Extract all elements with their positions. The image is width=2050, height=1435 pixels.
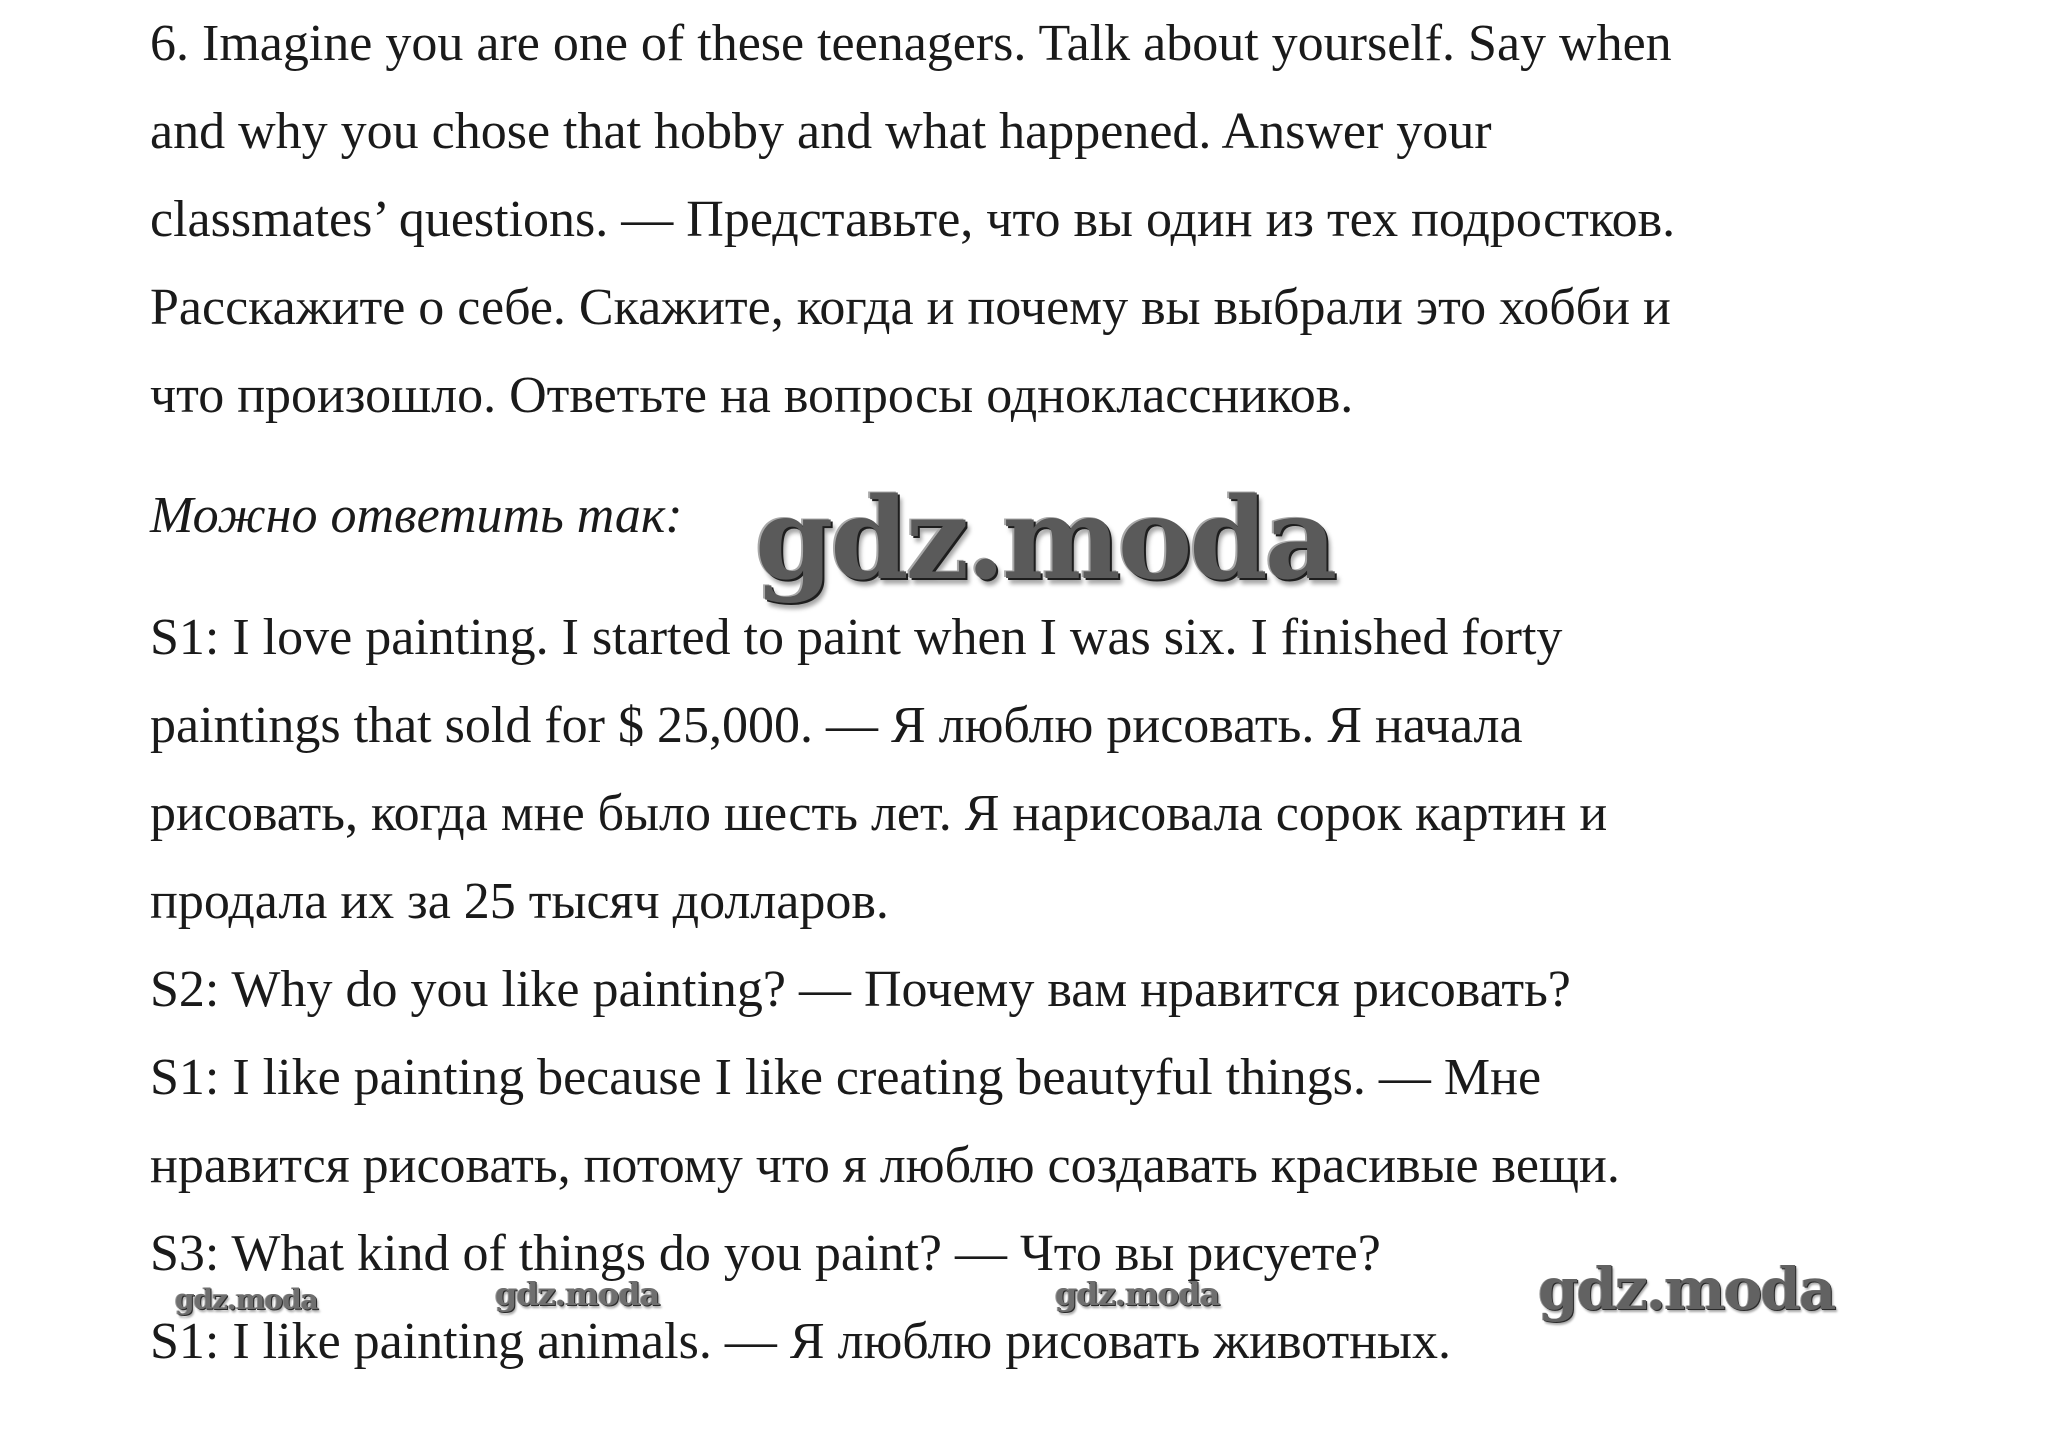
- dialogue-line-4: продала их за 25 тысяч долларов.: [150, 873, 889, 930]
- dialogue-line-5: S2: Why do you like painting? — Почему вам нравится рисовать?: [150, 961, 1571, 1018]
- dialogue-line-2: paintings that sold for $ 25,000. — Я люблю рисовать. Я начала: [150, 697, 1523, 754]
- dialogue-line-8: S3: What kind of things do you paint? — Что вы рисуете?: [150, 1225, 1381, 1282]
- watermark-logo-small-1: gdz.moda: [175, 1283, 318, 1316]
- task-line-5: что произошло. Ответьте на вопросы одноклассников.: [150, 367, 1354, 424]
- task-line-1: 6. Imagine you are one of these teenagers. Talk about yourself. Say when: [150, 15, 1672, 72]
- dialogue-line-9: S1: I like painting animals. — Я люблю рисовать животных.: [150, 1313, 1451, 1370]
- watermark-logo-medium: gdz.moda: [1538, 1255, 1835, 1323]
- dialogue-line-6: S1: I like painting because I like creating beautyful things. — Мне: [150, 1049, 1542, 1106]
- dialogue-line-3: рисовать, когда мне было шесть лет. Я нарисовала сорок картин и: [150, 785, 1608, 842]
- dialogue-line-1: S1: I love painting. I started to paint when I was six. I finished forty: [150, 609, 1563, 666]
- dialogue-line-7: нравится рисовать, потому что я люблю создавать красивые вещи.: [150, 1137, 1620, 1194]
- watermark-logo-main: gdz.moda: [755, 474, 1335, 605]
- task-line-4: Расскажите о себе. Скажите, когда и почему вы выбрали это хобби и: [150, 279, 1671, 336]
- task-line-2: and why you chose that hobby and what happened. Answer your: [150, 103, 1492, 160]
- watermark-logo-small-2: gdz.moda: [495, 1275, 660, 1313]
- task-line-3: classmates’ questions. — Представьте, что вы один из тех подростков.: [150, 191, 1676, 248]
- answer-intro: Можно ответить так:: [150, 487, 683, 544]
- watermark-logo-small-3: gdz.moda: [1055, 1275, 1220, 1313]
